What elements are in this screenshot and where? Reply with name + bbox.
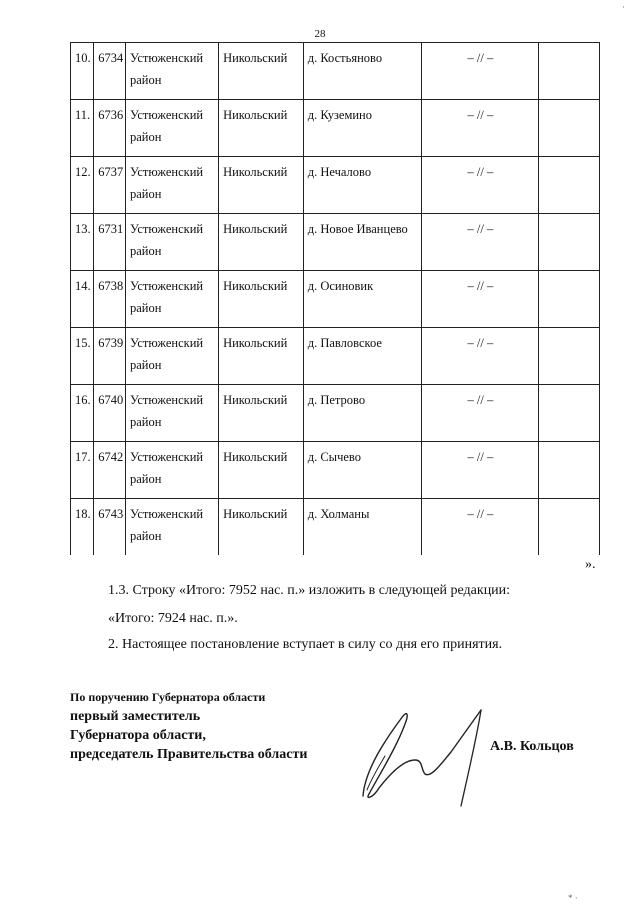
- signatory-line-4: председатель Правительства области: [70, 747, 308, 762]
- empty-cell: [538, 157, 599, 214]
- table-row: [71, 499, 600, 556]
- settlement-code-cell: 6737: [94, 157, 126, 214]
- table-row: [71, 43, 600, 100]
- settlement-code-cell: 6736: [94, 100, 126, 157]
- district-cell: Устюженский район: [126, 43, 219, 100]
- municipality-cell: Никольский: [219, 157, 304, 214]
- ditto-note-cell: – // –: [422, 271, 538, 328]
- municipality-cell: Никольский: [219, 100, 304, 157]
- handwritten-signature: [345, 700, 505, 810]
- district-cell: Устюженский район: [126, 499, 219, 556]
- paragraph-2: 2. Настоящее постановление вступает в силу со дня его принятия.: [108, 637, 503, 652]
- scan-mark-top: ·: [622, 2, 625, 12]
- scan-mark-bottom: * ·: [568, 893, 578, 903]
- locality-cell: д. Костьяново: [303, 43, 421, 100]
- settlement-code-cell: 6731: [94, 214, 126, 271]
- row-number-cell: 18.: [71, 499, 94, 556]
- district-cell: Устюженский район: [126, 385, 219, 442]
- page-number: 28: [314, 28, 326, 40]
- district-cell: Устюженский район: [126, 100, 219, 157]
- empty-cell: [538, 43, 599, 100]
- municipality-cell: Никольский: [219, 385, 304, 442]
- ditto-note-cell: – // –: [422, 100, 538, 157]
- signatory-line-1: По поручению Губернатора области: [70, 690, 266, 704]
- table-row: [71, 214, 600, 271]
- signatory-line-3: Губернатора области,: [70, 728, 206, 743]
- settlement-code-cell: 6739: [94, 328, 126, 385]
- row-number-cell: 16.: [71, 385, 94, 442]
- row-number-cell: 14.: [71, 271, 94, 328]
- row-number-cell: 11.: [71, 100, 94, 157]
- municipality-cell: Никольский: [219, 442, 304, 499]
- empty-cell: [538, 385, 599, 442]
- district-cell: Устюженский район: [126, 442, 219, 499]
- empty-cell: [538, 328, 599, 385]
- closing-quote: ».: [585, 557, 596, 572]
- ditto-note-cell: – // –: [422, 499, 538, 556]
- district-cell: Устюженский район: [126, 328, 219, 385]
- settlement-code-cell: 6740: [94, 385, 126, 442]
- locality-cell: д. Павловское: [303, 328, 421, 385]
- settlement-code-cell: 6734: [94, 43, 126, 100]
- table-row: [71, 157, 600, 214]
- settlement-code-cell: 6743: [94, 499, 126, 556]
- row-number-cell: 13.: [71, 214, 94, 271]
- paragraph-1-3: 1.3. Строку «Итого: 7952 нас. п.» изложить в следующей редакции:: [108, 583, 511, 598]
- municipality-cell: Никольский: [219, 271, 304, 328]
- district-cell: Устюженский район: [126, 157, 219, 214]
- table-row: [71, 100, 600, 157]
- signatory-title: [70, 688, 307, 764]
- paragraph-total: «Итого: 7924 нас. п.».: [108, 611, 238, 626]
- empty-cell: [538, 499, 599, 556]
- empty-cell: [538, 271, 599, 328]
- ditto-note-cell: – // –: [422, 43, 538, 100]
- table-row: [71, 385, 600, 442]
- ditto-note-cell: – // –: [422, 214, 538, 271]
- row-number-cell: 10.: [71, 43, 94, 100]
- locality-cell: д. Осиновик: [303, 271, 421, 328]
- empty-cell: [538, 100, 599, 157]
- municipality-cell: Никольский: [219, 43, 304, 100]
- ditto-note-cell: – // –: [422, 328, 538, 385]
- municipality-cell: Никольский: [219, 499, 304, 556]
- table-row: [71, 442, 600, 499]
- locality-cell: д. Куземино: [303, 100, 421, 157]
- locality-cell: д. Сычево: [303, 442, 421, 499]
- ditto-note-cell: – // –: [422, 157, 538, 214]
- ditto-note-cell: – // –: [422, 442, 538, 499]
- locality-cell: д. Холманы: [303, 499, 421, 556]
- locality-cell: д. Нечалово: [303, 157, 421, 214]
- row-number-cell: 17.: [71, 442, 94, 499]
- signer-name: А.В. Кольцов: [490, 739, 574, 754]
- signatory-line-2: первый заместитель: [70, 709, 201, 724]
- empty-cell: [538, 442, 599, 499]
- empty-cell: [538, 214, 599, 271]
- municipality-cell: Никольский: [219, 214, 304, 271]
- locality-cell: д. Новое Иванцево: [303, 214, 421, 271]
- row-number-cell: 15.: [71, 328, 94, 385]
- row-number-cell: 12.: [71, 157, 94, 214]
- district-cell: Устюженский район: [126, 271, 219, 328]
- municipality-cell: Никольский: [219, 328, 304, 385]
- locality-cell: д. Петрово: [303, 385, 421, 442]
- ditto-note-cell: – // –: [422, 385, 538, 442]
- district-cell: Устюженский район: [126, 214, 219, 271]
- settlement-code-cell: 6738: [94, 271, 126, 328]
- settlement-code-cell: 6742: [94, 442, 126, 499]
- settlements-table: [70, 42, 600, 555]
- table-row: [71, 271, 600, 328]
- table-row: [71, 328, 600, 385]
